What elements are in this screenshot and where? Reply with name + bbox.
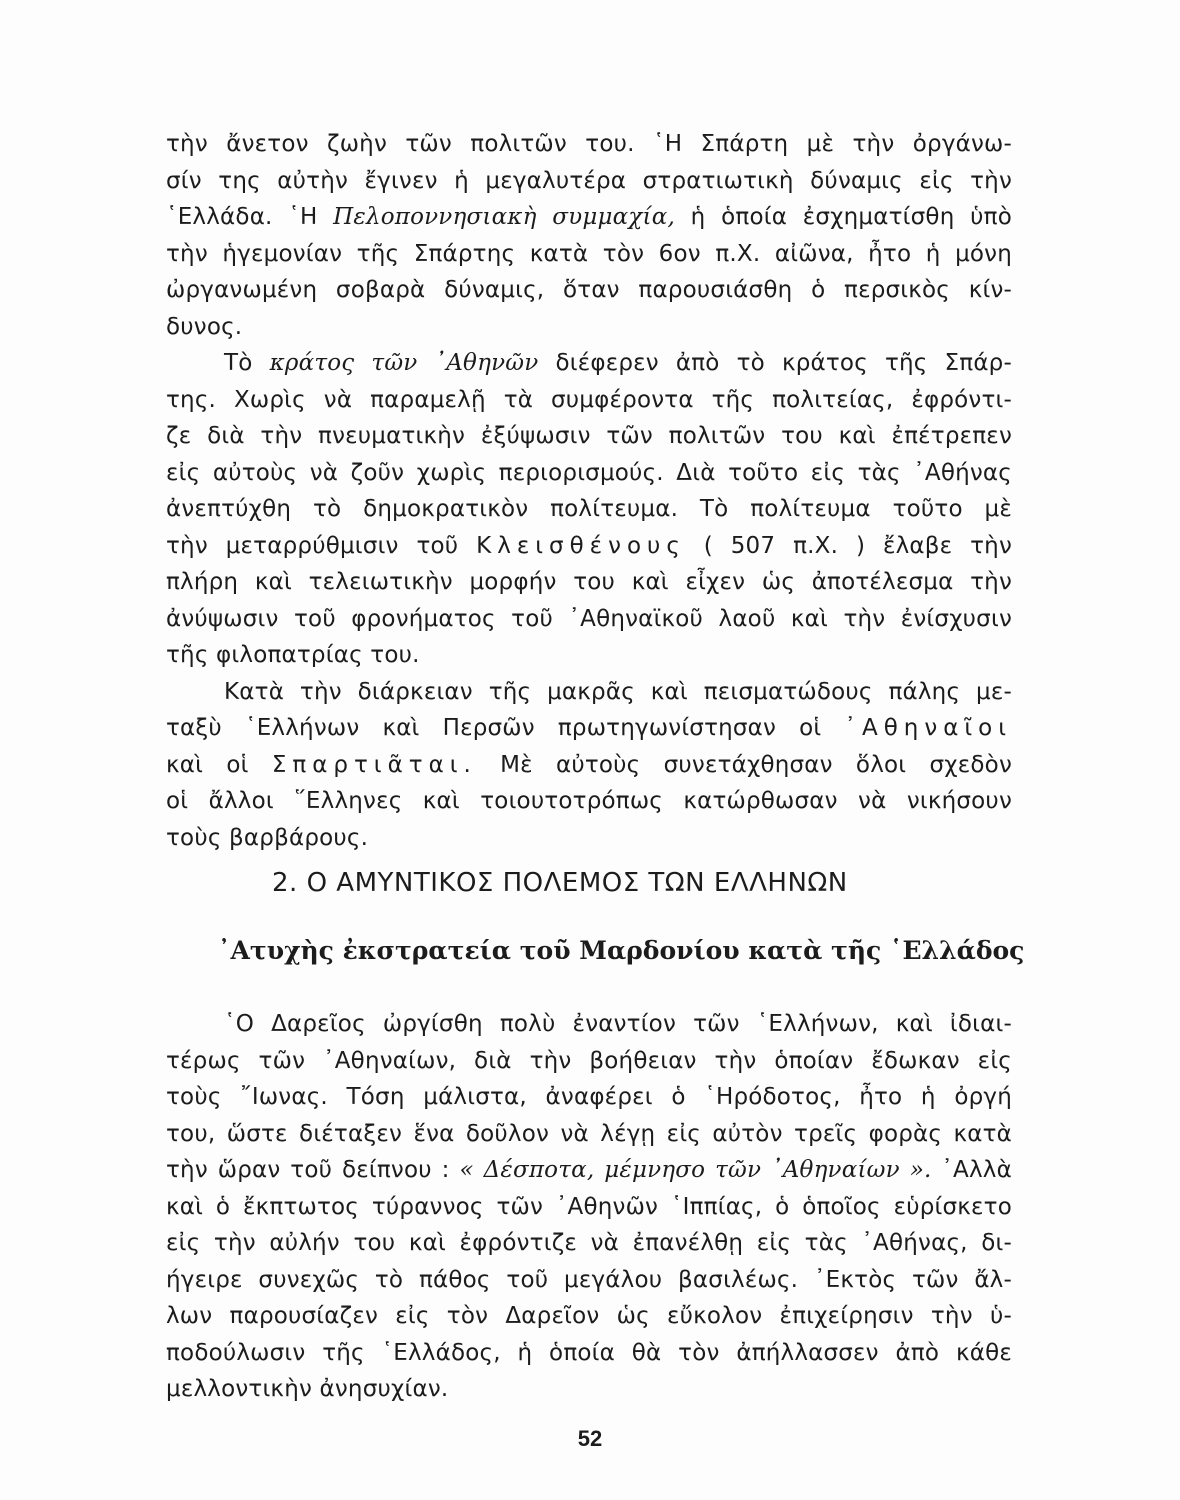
text-line: εἰς τὴν αὐλήν του καὶ ἐφρόντιζε νὰ ἐπανέλθῃ εἰς τὰς ᾿Αθήνας, δι- (166, 1230, 1012, 1256)
text-line: σίν της αὐτὴν ἔγινεν ἡ μεγαλυτέρα στρατιωτικὴ δύναμις εἰς τὴν (166, 167, 1012, 194)
text-run: τὴν ὥραν τοῦ δείπνου : (166, 1157, 460, 1183)
text-line: τέρως τῶν ᾿Αθηναίων, διὰ τὴν βοήθειαν τὴν ὁποίαν ἔδωκαν εἰς (166, 1047, 1012, 1074)
page-number: 52 (577, 1426, 603, 1451)
text-run: Μὲ αὐτοὺς συνετάχθησαν ὅλοι σχεδὸν (476, 751, 1012, 778)
text-run: ( 507 π.Χ. ) ἔλαβε τὴν (685, 532, 1012, 559)
spaced-name: Σπαρτιᾶται. (271, 751, 477, 778)
text-line: οἱ ἄλλοι ῞Ελληνες καὶ τοιουτοτρόπως κατώρθωσαν νὰ νικήσουν (166, 788, 1012, 814)
text-line: καὶ ὁ ἔκπτωτος τύραννος τῶν ᾿Αθηνῶν ῾Ιππίας, ὁ ὁποῖος εὑρίσκετο (166, 1193, 1012, 1220)
text-run: ῾Ελλάδα. ῾Η (166, 204, 334, 230)
text-line: πλήρη καὶ τελειωτικὴν μορφήν του καὶ εἶχεν ὡς ἀποτέλεσμα τὴν (166, 569, 1012, 595)
text-run: ἡ ὁποία ἐσχηματίσθη ὑπὸ (674, 204, 1012, 230)
text-line: ποδούλωσιν τῆς ῾Ελλάδος, ἡ ὁποία θὰ τὸν ἀπήλλασσεν ἀπὸ κάθε (166, 1339, 1012, 1366)
text-line: τῆς φιλοπατρίας του. (166, 642, 420, 668)
text-run: τὴν μεταρρύθμισιν τοῦ (166, 532, 477, 559)
italic-term: κράτος τῶν ᾿Αθηνῶν (269, 350, 539, 376)
text-run: ταξὺ ῾Ελλήνων καὶ Περσῶν πρωτηγωνίστησαν οἱ (166, 715, 845, 741)
text-line (166, 710, 1012, 747)
italic-term: Πελοποννησιακὴ συμμαχία, (333, 204, 675, 230)
text-line: τοὺς βαρβάρους. (166, 824, 369, 851)
text-line: μελλοντικὴν ἀνησυχίαν. (166, 1376, 449, 1402)
text-run: Τὸ (224, 350, 270, 376)
text-line: του, ὥστε διέταξεν ἕνα δοῦλον νὰ λέγῃ εἰς αὐτὸν τρεῖς φορὰς κατὰ (166, 1120, 1012, 1147)
text-line: λων παρουσίαζεν εἰς τὸν Δαρεῖον ὡς εὔκολον ἐπιχείρησιν τὴν ὑ- (166, 1303, 1012, 1329)
section-subheading: ᾿Ατυχὴς ἐκστρατεία τοῦ Μαρδονίου κατὰ τῆς ῾Ελλάδος (218, 936, 1025, 965)
text-run: διέφερεν ἀπὸ τὸ κράτος τῆς Σπάρ- (538, 350, 1012, 376)
spaced-name: ᾿Αθηναῖοι (844, 715, 1012, 741)
italic-quote: « Δέσποτα, μέμνησο τῶν ᾿Αθηναίων ». (459, 1157, 932, 1183)
text-line: τοὺς ῎Ιωνας. Τόση μάλιστα, ἀναφέρει ὁ ῾Ηρόδοτος, ἦτο ἡ ὀργή (166, 1084, 1012, 1110)
text-line: Κατὰ τὴν διάρκειαν τῆς μακρᾶς καὶ πεισματώδους πάλης με- (224, 678, 1012, 705)
spaced-name: Κλεισθένους (476, 532, 686, 559)
text-line (166, 747, 1012, 784)
text-line: ἀνεπτύχθη τὸ δημοκρατικὸν πολίτευμα. Τὸ πολίτευμα τοῦτο μὲ (166, 496, 1012, 522)
text-line (166, 1152, 1012, 1189)
text-line (166, 345, 1012, 382)
text-line: της. Χωρὶς νὰ παραμελῇ τὰ συμφέροντα τῆς πολιτείας, ἐφρόντι- (166, 386, 1012, 413)
text-line: ὠργανωμένη σοβαρὰ δύναμις, ὅταν παρουσιάσθη ὁ περσικὸς κίν- (166, 277, 1012, 303)
text-block-lower (166, 1006, 1012, 1408)
section-heading: 2. Ο ΑΜΥΝΤΙΚΟΣ ΠΟΛΕΜΟΣ ΤΩΝ ΕΛΛΗΝΩΝ (272, 868, 848, 898)
text-run: ᾿Αλλὰ (931, 1157, 1012, 1183)
text-line: ήγειρε συνεχῶς τὸ πάθος τοῦ μεγάλου βασιλέως. ᾿Εκτὸς τῶν ἄλ- (166, 1266, 1012, 1293)
text-line: ῾Ο Δαρεῖος ὠργίσθη πολὺ ἐναντίον τῶν ῾Ελλήνων, καὶ ἰδιαι- (224, 1011, 1012, 1037)
text-line: δυνος. (166, 313, 243, 340)
text-line: εἰς αὐτοὺς νὰ ζοῦν χωρὶς περιορισμούς. Διὰ τοῦτο εἰς τὰς ᾿Αθήνας (166, 459, 1012, 486)
text-line: ζε διὰ τὴν πνευματικὴν ἐξύψωσιν τῶν πολιτῶν του καὶ ἐπέτρεπεν (166, 423, 1012, 449)
text-line: τὴν ἡγεμονίαν τῆς Σπάρτης κατὰ τὸν 6ον π.Χ. αἰῶνα, ἦτο ἡ μόνη (166, 240, 1012, 267)
text-line: ἀνύψωσιν τοῦ φρονήματος τοῦ ᾿Αθηναϊκοῦ λαοῦ καὶ τὴν ἐνίσχυσιν (166, 605, 1012, 632)
text-line (166, 528, 1012, 565)
text-run: καὶ οἱ (166, 751, 272, 778)
text-line (166, 199, 1012, 236)
text-line: τὴν ἄνετον ζωὴν τῶν πολιτῶν του. ῾Η Σπάρτη μὲ τὴν ὀργάνω- (166, 131, 1012, 157)
text-block-upper (166, 126, 1012, 856)
